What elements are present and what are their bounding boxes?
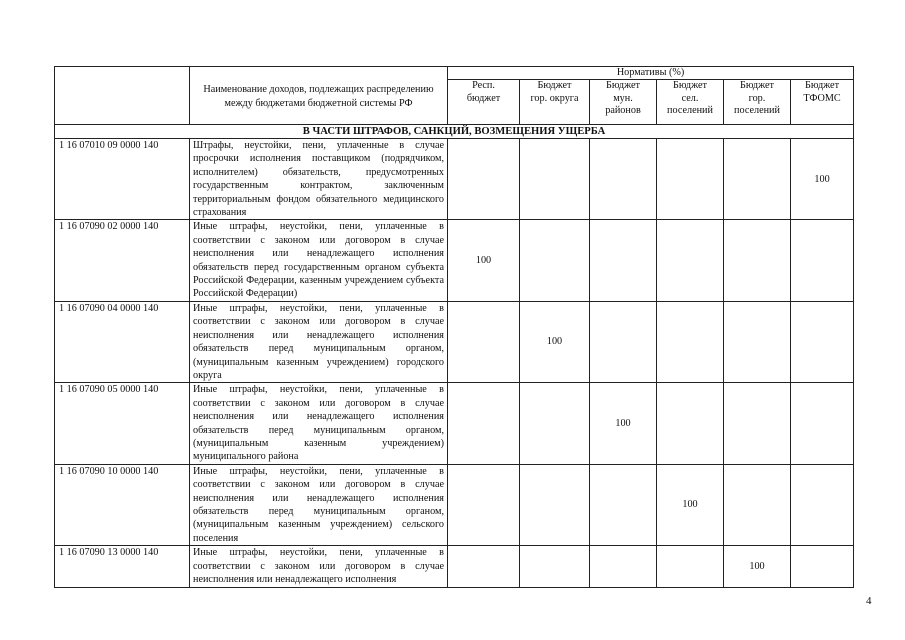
row-value-tfoms xyxy=(791,464,854,545)
header-code-cell xyxy=(55,67,190,125)
row-value-gor-poselenii xyxy=(724,464,791,545)
header-col-resp: Респ. бюджет xyxy=(448,80,520,125)
row-code: 1 16 07090 02 0000 140 xyxy=(55,220,190,301)
row-value-mun-raionov: 100 xyxy=(590,383,657,464)
table-row xyxy=(55,383,854,464)
header-col-sel-poselenii: Бюджет сел. поселений xyxy=(657,80,724,125)
revenue-normatives-table-wrap xyxy=(54,66,853,588)
row-value-sel-poselenii xyxy=(657,301,724,382)
row-code: 1 16 07010 09 0000 140 xyxy=(55,139,190,220)
section-title: В ЧАСТИ ШТРАФОВ, САНКЦИЙ, ВОЗМЕЩЕНИЯ УЩЕРБА xyxy=(55,125,854,139)
row-name: Иные штрафы, неустойки, пени, уплаченные в соответствии с законом или договором в случае неисполнения или ненадлежащего исполнения xyxy=(190,546,448,588)
header-col-tfoms: Бюджет ТФОМС xyxy=(791,80,854,125)
row-value-gor-okruga xyxy=(520,383,590,464)
header-col-gor-poselenii: Бюджет гор. поселений xyxy=(724,80,791,125)
table-row xyxy=(55,546,854,588)
header-col-mun-raionov: Бюджет мун. районов xyxy=(590,80,657,125)
page-number: 4 xyxy=(866,595,872,607)
revenue-normatives-table xyxy=(54,66,854,588)
row-value-tfoms: 100 xyxy=(791,139,854,220)
row-value-sel-poselenii xyxy=(657,546,724,588)
table-row xyxy=(55,139,854,220)
row-code: 1 16 07090 13 0000 140 xyxy=(55,546,190,588)
row-name: Иные штрафы, неустойки, пени, уплаченные в соответствии с законом или договором в случае неисполнения или ненадлежащего исполнения обязательств перед муниципальным органом, (муниципальным казенным учреждением) муниципального района xyxy=(190,383,448,464)
row-value-gor-okruga: 100 xyxy=(520,301,590,382)
row-value-sel-poselenii: 100 xyxy=(657,464,724,545)
header-name-cell: Наименование доходов, подлежащих распределению между бюджетами бюджетной системы РФ xyxy=(190,67,448,125)
row-code: 1 16 07090 10 0000 140 xyxy=(55,464,190,545)
header-normatives-cell: Нормативы (%) xyxy=(448,67,854,80)
row-value-gor-poselenii xyxy=(724,139,791,220)
row-name: Иные штрафы, неустойки, пени, уплаченные в соответствии с законом или договором в случае неисполнения или ненадлежащего исполнения обязательств перед государственным органом субъекта Российской Федерации, казенным учреждением субъекта Российской Федерации) xyxy=(190,220,448,301)
row-value-resp xyxy=(448,301,520,382)
row-value-tfoms xyxy=(791,383,854,464)
row-value-gor-okruga xyxy=(520,139,590,220)
row-value-mun-raionov xyxy=(590,301,657,382)
row-value-mun-raionov xyxy=(590,139,657,220)
row-value-sel-poselenii xyxy=(657,383,724,464)
row-value-tfoms xyxy=(791,220,854,301)
row-value-gor-poselenii xyxy=(724,220,791,301)
section-row xyxy=(55,125,854,139)
row-value-mun-raionov xyxy=(590,220,657,301)
row-code: 1 16 07090 04 0000 140 xyxy=(55,301,190,382)
row-value-mun-raionov xyxy=(590,464,657,545)
row-name: Иные штрафы, неустойки, пени, уплаченные в соответствии с законом или договором в случае неисполнения или ненадлежащего исполнения обязательств перед муниципальным органом, (муниципальным казенным учреждением) городского округа xyxy=(190,301,448,382)
row-value-gor-okruga xyxy=(520,220,590,301)
table-row xyxy=(55,220,854,301)
row-value-tfoms xyxy=(791,546,854,588)
row-name: Штрафы, неустойки, пени, уплаченные в случае просрочки исполнения поставщиком (подрядчиком, исполнителем) обязательств, предусмотренных государственным контрактом, заключенным территориальным фондом обязательного медицинского страхования xyxy=(190,139,448,220)
row-value-gor-poselenii: 100 xyxy=(724,546,791,588)
row-value-sel-poselenii xyxy=(657,139,724,220)
row-value-tfoms xyxy=(791,301,854,382)
row-code: 1 16 07090 05 0000 140 xyxy=(55,383,190,464)
header-row-top xyxy=(55,67,854,80)
row-value-gor-poselenii xyxy=(724,383,791,464)
row-value-resp xyxy=(448,546,520,588)
row-value-resp xyxy=(448,464,520,545)
row-value-resp xyxy=(448,139,520,220)
row-value-gor-okruga xyxy=(520,464,590,545)
row-value-resp: 100 xyxy=(448,220,520,301)
row-value-sel-poselenii xyxy=(657,220,724,301)
table-row xyxy=(55,464,854,545)
row-value-gor-poselenii xyxy=(724,301,791,382)
row-value-gor-okruga xyxy=(520,546,590,588)
header-col-gor-okruga: Бюджет гор. округа xyxy=(520,80,590,125)
row-name: Иные штрафы, неустойки, пени, уплаченные в соответствии с законом или договором в случае неисполнения или ненадлежащего исполнения обязательств перед муниципальным органом, (муниципальным казенным учреждением) сельского поселения xyxy=(190,464,448,545)
table-row xyxy=(55,301,854,382)
row-value-resp xyxy=(448,383,520,464)
row-value-mun-raionov xyxy=(590,546,657,588)
